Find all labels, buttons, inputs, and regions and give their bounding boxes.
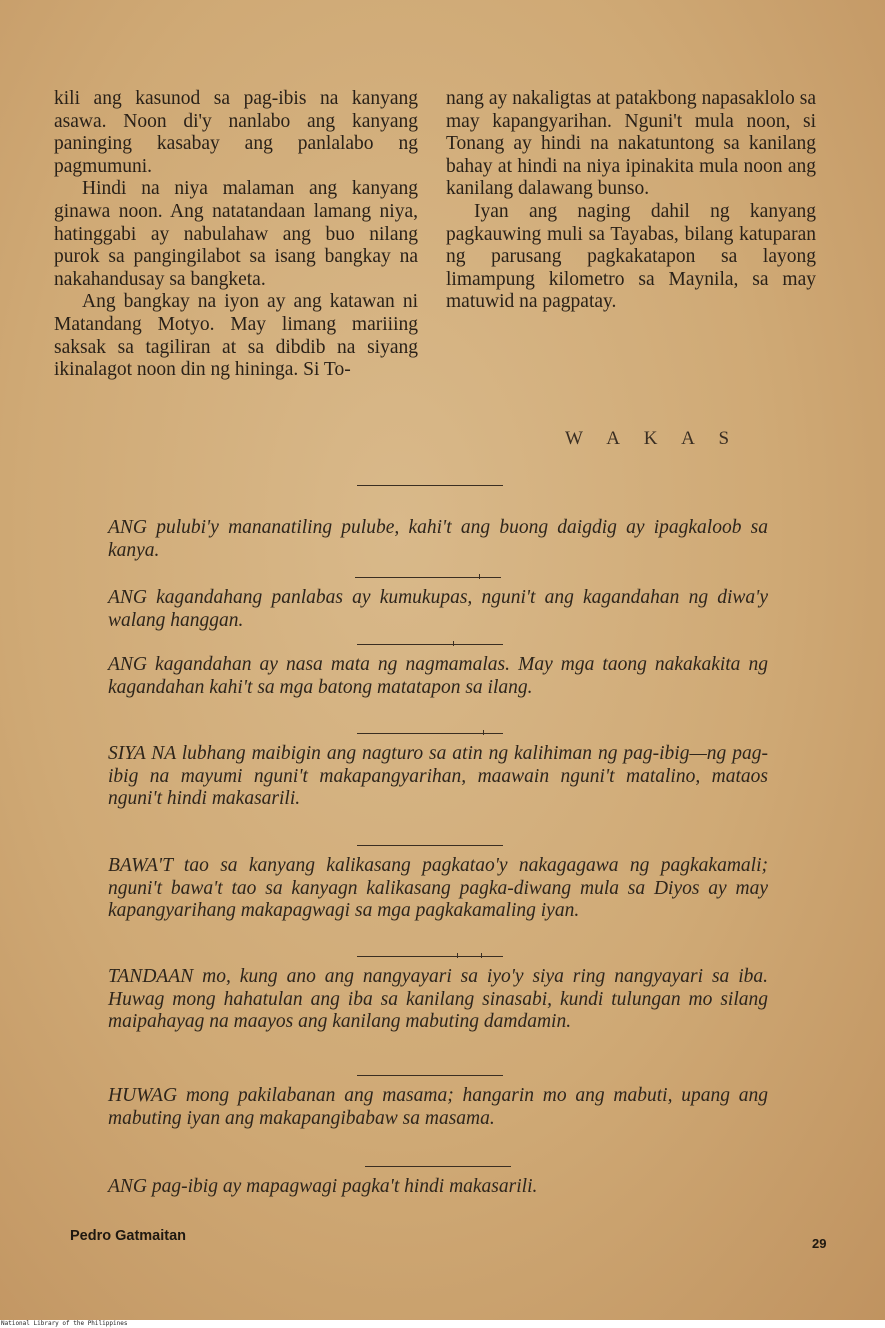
story-paragraph: Hindi na niya malaman ang kanyang ginawa noon. Ang natatandaan lamang niya, hatinggabi ay nabulahaw ang buo nilang purok sa pangingilabot sa isang bangkay na nakahandusay sa bangketa. xyxy=(54,178,418,290)
saying-divider xyxy=(357,733,503,734)
saying: BAWA'T tao sa kanyang kalikasang pagkatao'y nakagagawa ng pagkakamali; nguni't bawa't tao sa kanyagn kalikasang pagka-diwang mula sa Diyos ay may kapangyarihang makapagwagi sa mga pagkakamaling iyan. xyxy=(108,855,768,921)
library-footer: National Library of the Philippines xyxy=(0,1320,885,1328)
saying-divider xyxy=(355,577,501,578)
page-number: 29 xyxy=(812,1236,827,1251)
saying: TANDAAN mo, kung ano ang nangyayari sa iyo'y siya ring nangyayari sa iba. Huwag mong hahatulan ang iba sa kanilang sinasabi, kundi tulungan mo silang maipahayag na maayos ang kanilang mabuting damdamin. xyxy=(108,966,768,1032)
saying: ANG kagandahan ay nasa mata ng nagmamalas. May mga taong nakakakita ng kagandahan kahi't sa mga batong matatapon sa ilang. xyxy=(108,654,768,698)
story-left-column xyxy=(54,88,418,382)
section-divider xyxy=(357,485,503,486)
saying-divider xyxy=(357,845,503,846)
saying-divider xyxy=(357,644,503,645)
story-right-column xyxy=(446,88,816,314)
story-ending: W A K A S xyxy=(565,428,740,449)
author-name: Pedro Gatmaitan xyxy=(70,1228,187,1244)
saying-divider xyxy=(365,1166,511,1167)
story-paragraph: nang ay nakaligtas at patakbong napasaklolo sa may kapangyarihan. Nguni't mula noon, si Tonang ay hindi na nakatuntong sa kanilang bahay at hindi na niya ipinakita mula noon ang kanilang dalawang bunso. xyxy=(446,88,816,200)
story-paragraph: Ang bangkay na iyon ay ang katawan ni Matandang Motyo. May limang mariiing saksak sa tagiliran at sa dibdib na siyang ikinalagot noon din ng hininga. Si To- xyxy=(54,291,418,381)
saying: ANG pag-ibig ay mapagwagi pagka't hindi makasarili. xyxy=(108,1176,538,1197)
story-paragraph: kili ang kasunod sa pag-ibis na kanyang asawa. Noon di'y nanlabo ang kanyang paninging kasabay ang panlalabo ng pagmumuni. xyxy=(54,88,418,177)
saying: ANG pulubi'y mananatiling pulube, kahi't ang buong daigdig ay ipagkaloob sa kanya. xyxy=(108,517,768,561)
saying: HUWAG mong pakilabanan ang masama; hangarin mo ang mabuti, upang ang mabuting iyan ang makapangibabaw sa masama. xyxy=(108,1085,768,1129)
saying-divider xyxy=(357,1075,503,1076)
saying: SIYA NA lubhang maibigin ang nagturo sa atin ng kalihiman ng pag-ibig—ng pag-ibig na mayumi nguni't makapangyarihan, maawain nguni't matalino, mataos nguni't hindi makasarili. xyxy=(108,743,768,809)
saying: ANG kagandahang panlabas ay kumukupas, nguni't ang kagandahan ng diwa'y walang hanggan. xyxy=(108,587,768,631)
saying-divider xyxy=(357,956,503,957)
story-paragraph: Iyan ang naging dahil ng kanyang pagkauwing muli sa Tayabas, bilang katuparan ng parusang pagkakatapon sa layong limampung kilometro sa Maynila, sa may matuwid na pagpatay. xyxy=(446,200,816,313)
